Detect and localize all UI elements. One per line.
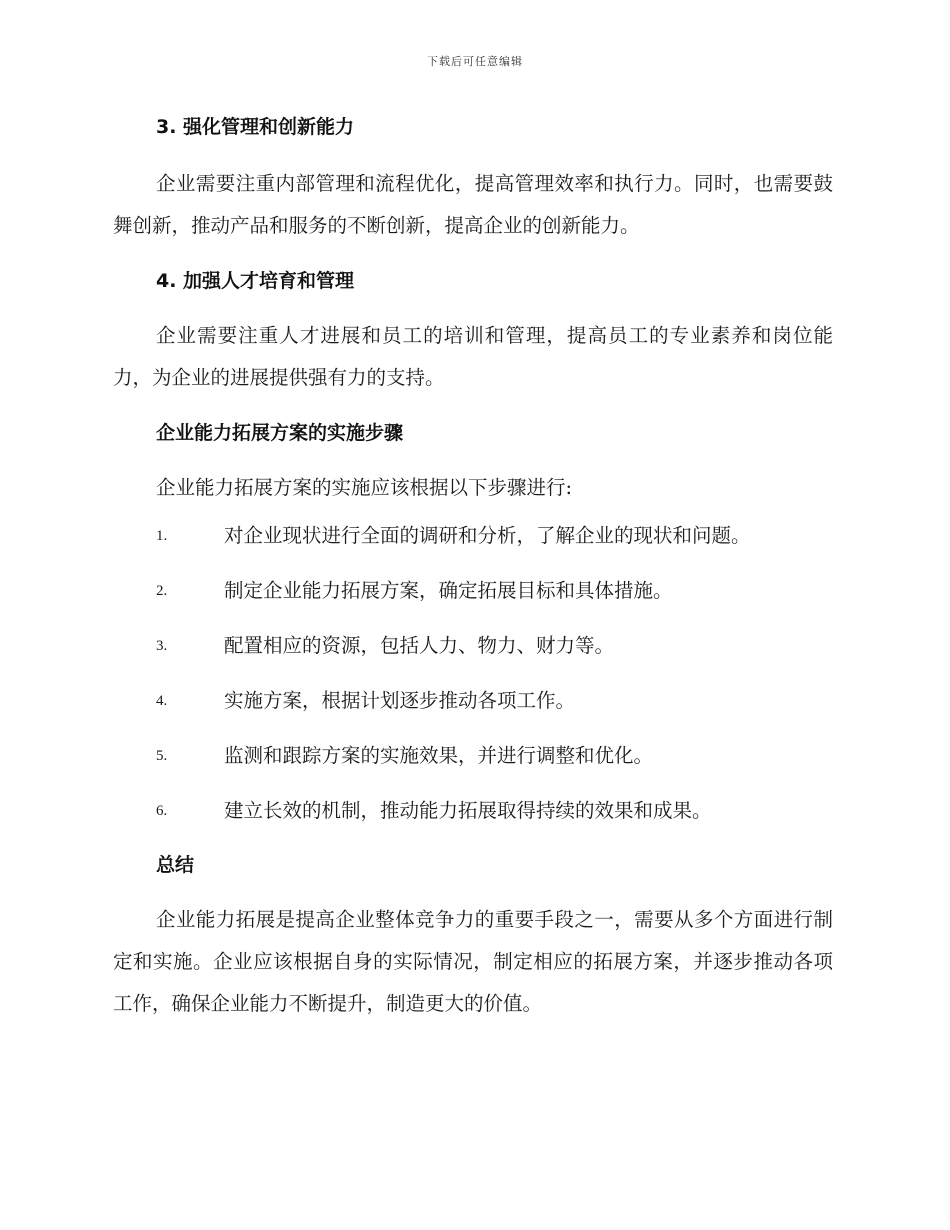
list-item-text: 配置相应的资源，包括人力、物力、财力等。 xyxy=(224,634,615,657)
steps-heading: 企业能力拓展方案的实施步骤 xyxy=(156,422,404,444)
list-item-text: 建立长效的机制，推动能力拓展取得持续的效果和成果。 xyxy=(224,799,712,822)
list-item xyxy=(113,796,833,851)
steps-list xyxy=(113,521,833,851)
list-item-text: 实施方案，根据计划逐步推动各项工作。 xyxy=(224,689,576,712)
list-item-text: 监测和跟踪方案的实施效果，并进行调整和优化。 xyxy=(224,744,654,767)
list-item-text: 制定企业能力拓展方案，确定拓展目标和具体措施。 xyxy=(224,579,673,602)
section-heading-3: 3. 强化管理和创新能力 xyxy=(156,116,355,138)
summary-paragraph: 企业能力拓展是提高企业整体竞争力的重要手段之一，需要从多个方面进行制定和实施。企业应该根据自身的实际情况，制定相应的拓展方案，并逐步推动各项工作，确保企业能力不断提升，制造更大的价值。 xyxy=(113,908,833,1015)
list-item-number: 4. xyxy=(156,693,168,709)
page-header: 下载后可任意编辑 xyxy=(427,55,523,68)
list-item-number: 2. xyxy=(156,583,168,599)
list-item xyxy=(113,631,833,686)
list-item-number: 1. xyxy=(156,528,168,544)
list-item xyxy=(113,741,833,796)
list-item-number: 3. xyxy=(156,638,168,654)
section-heading-4: 4. 加强人才培育和管理 xyxy=(156,270,355,292)
list-item-text: 对企业现状进行全面的调研和分析，了解企业的现状和问题。 xyxy=(224,524,751,547)
document-body xyxy=(113,110,833,1025)
summary-heading: 总结 xyxy=(156,854,195,876)
list-item xyxy=(113,521,833,576)
list-item xyxy=(113,686,833,741)
section-3-paragraph: 企业需要注重内部管理和流程优化，提高管理效率和执行力。同时，也需要鼓舞创新，推动产品和服务的不断创新，提高企业的创新能力。 xyxy=(113,172,833,237)
list-item xyxy=(113,576,833,631)
list-item-number: 6. xyxy=(156,803,168,819)
list-item-number: 5. xyxy=(156,748,168,764)
section-4-paragraph: 企业需要注重人才进展和员工的培训和管理，提高员工的专业素养和岗位能力，为企业的进展提供强有力的支持。 xyxy=(113,324,833,389)
steps-intro: 企业能力拓展方案的实施应该根据以下步骤进行: xyxy=(156,476,573,499)
